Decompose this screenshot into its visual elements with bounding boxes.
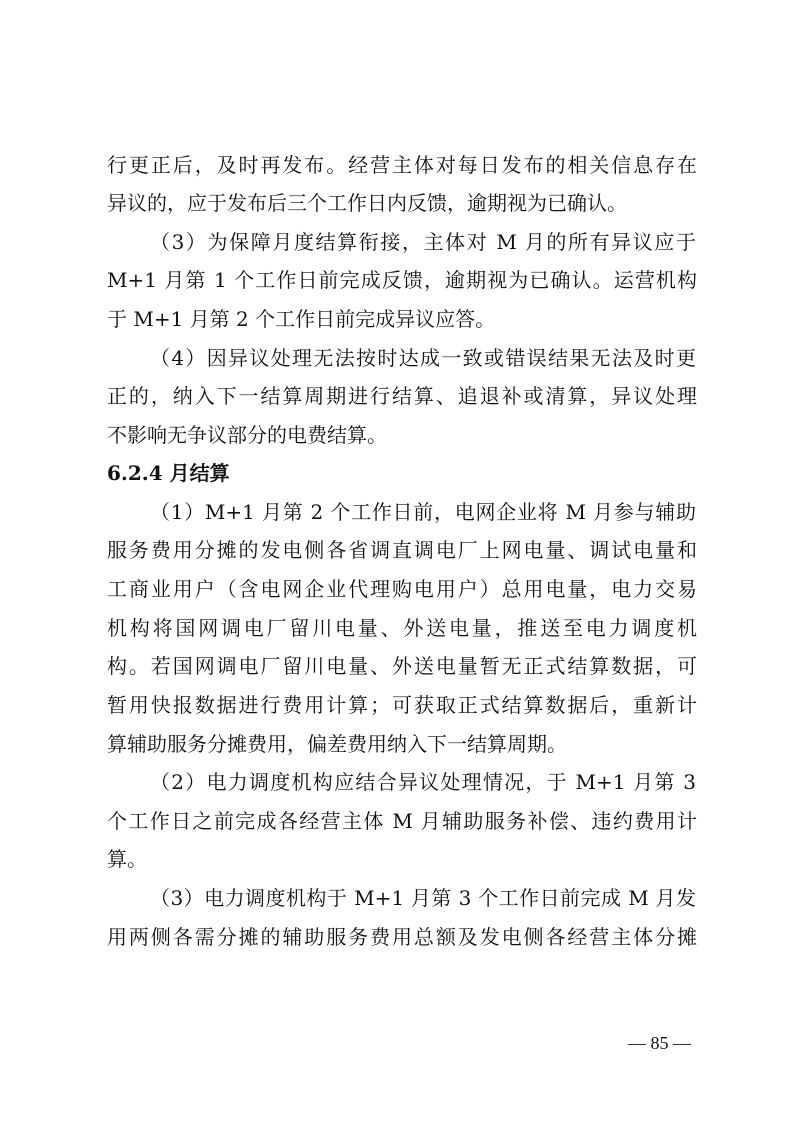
paragraph-line: 暂用快报数据进行费用计算；可获取正式结算数据后，重新计 [107, 693, 697, 717]
section-heading: 6.2.4 月结算 [107, 461, 230, 485]
paragraph-line: （3）为保障月度结算衔接，主体对 M 月的所有异议应于 [150, 230, 696, 254]
paragraph-line: 机构将国网调电厂留川电量、外送电量，推送至电力调度机 [107, 616, 697, 640]
paragraph-line: 算辅助服务分摊费用，偏差费用纳入下一结算周期。 [107, 732, 567, 756]
paragraph-line: 构。若国网调电厂留川电量、外送电量暂无正式结算数据，可 [107, 654, 697, 678]
paragraph-line: 服务费用分摊的发电侧各省调直调电厂上网电量、调试电量和 [107, 538, 697, 562]
paragraph-line: 算。 [107, 847, 147, 871]
paragraph-line: （2）电力调度机构应结合异议处理情况，于 M+1 月第 3 [150, 770, 696, 794]
paragraph-line: 异议的，应于发布后三个工作日内反馈，逾期视为已确认。 [107, 191, 627, 215]
paragraph-line: 于 M+1 月第 2 个工作日前完成异议应答。 [107, 307, 496, 331]
paragraph-line: （3）电力调度机构于 M+1 月第 3 个工作日前完成 M 月发 [150, 886, 696, 910]
paragraph-line: （4）因异议处理无法按时达成一致或错误结果无法及时更 [150, 346, 696, 370]
paragraph-line: 不影响无争议部分的电费结算。 [107, 423, 387, 447]
paragraph-line: 用两侧各需分摊的辅助服务费用总额及发电侧各经营主体分摊 [107, 925, 697, 949]
paragraph-line: 个工作日之前完成各经营主体 M 月辅助服务补偿、违约费用计 [107, 809, 697, 833]
paragraph-line: M+1 月第 1 个工作日前完成反馈，逾期视为已确认。运营机构 [107, 268, 697, 292]
paragraph-line: 工商业用户（含电网企业代理购电用户）总用电量，电力交易 [107, 577, 697, 601]
paragraph-line: 正的，纳入下一结算周期进行结算、追退补或清算，异议处理 [107, 384, 697, 408]
paragraph-line: （1）M+1 月第 2 个工作日前，电网企业将 M 月参与辅助 [150, 500, 696, 524]
page-number: — 85 — [628, 1033, 691, 1053]
paragraph-line: 行更正后，及时再发布。经营主体对每日发布的相关信息存在 [107, 153, 697, 177]
